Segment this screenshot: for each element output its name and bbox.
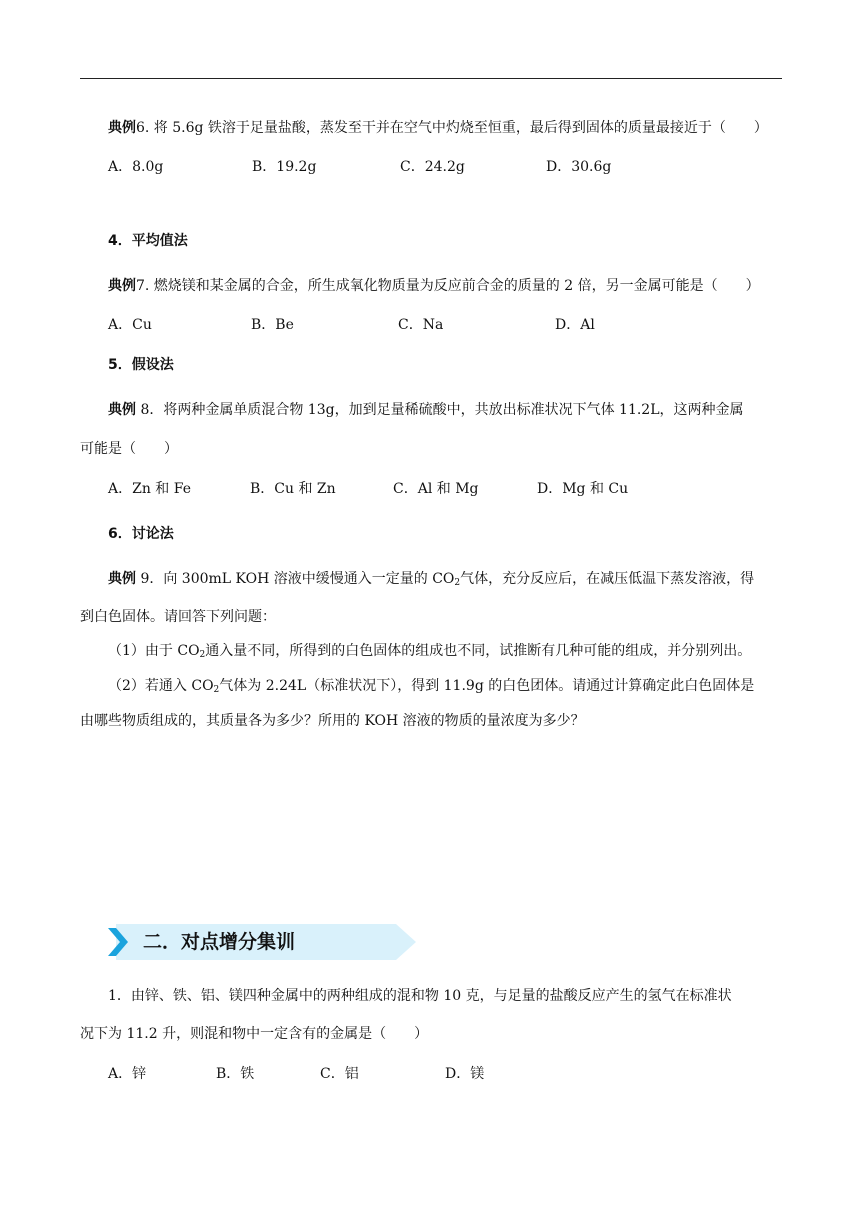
- example-6-option-b: B．19.2g: [252, 159, 317, 175]
- example-8-option-a: A．Zn 和 Fe: [108, 481, 191, 497]
- example-7-text: 7. 燃烧镁和某金属的合金，所生成氧化物质量为反应前合金的质量的 2 倍，另一金属可能是（ ）: [136, 278, 760, 294]
- example-label: 典例: [108, 402, 136, 418]
- example-9-subquestion-1: （1）由于 $CO_2$通入量不同，所得到的白色固体的组成也不同，试推断有几种可能的组成，并分别列出。: [108, 643, 752, 660]
- section-6-heading: 6．讨论法: [108, 526, 174, 542]
- section-5-heading: 5．假设法: [108, 357, 174, 373]
- example-8-text: 8．将两种金属单质混合物 13g，加到足量稀硫酸中，共放出标准状况下气体 11.2L，这两种金属: [136, 402, 744, 418]
- section-2-title: 二．对点增分集训: [143, 931, 296, 953]
- question-1-option-a: A．锌: [108, 1066, 147, 1082]
- example-label: 典例: [108, 120, 136, 136]
- example-6-option-c: C．24.2g: [400, 159, 465, 175]
- example-9-question-line2: 到白色固体。请回答下列问题：: [80, 609, 276, 625]
- question-1-line2: 况下为 11.2 升，则混和物中一定含有的金属是（ ）: [80, 1026, 429, 1042]
- section-4-heading: 4．平均值法: [108, 233, 188, 249]
- example-9-subquestion-2: （2）若通入 $CO_2$气体为 2.24L（标准状况下），得到 11.9g 的白色团体。请通过计算确定此白色固体是: [108, 678, 755, 695]
- example-9-subquestion-2-line2: 由哪些物质组成的，其质量各为多少？所用的 KOH 溶液的物质的量浓度为多少？: [80, 713, 585, 729]
- example-8-option-d: D．Mg 和 Cu: [537, 481, 629, 497]
- example-6-option-d: D．30.6g: [546, 159, 612, 175]
- example-7-option-a: A．Cu: [108, 317, 152, 333]
- example-8-option-c: C．Al 和 Mg: [393, 481, 479, 497]
- example-6-text: 6. 将 5.6g 铁溶于足量盐酸，蒸发至干并在空气中灼烧至恒重，最后得到固体的质量最接近于（ ）: [136, 120, 768, 136]
- example-label: 典例: [108, 571, 136, 587]
- example-8-option-b: B．Cu 和 Zn: [250, 481, 336, 497]
- header-rule: [80, 78, 782, 79]
- example-label: 典例: [108, 278, 136, 294]
- example-7-option-d: D．Al: [555, 317, 595, 333]
- example-9-question-line1: 典例 9．向 300mL KOH 溶液中缓慢通入一定量的 $CO_2$气体，充分反应后，在减压低温下蒸发溶液，得: [108, 571, 755, 588]
- question-1-option-b: B．铁: [216, 1066, 255, 1082]
- example-6-option-a: A．8.0g: [108, 159, 164, 175]
- question-1-line1: 1．由锌、铁、铝、镁四种金属中的两种组成的混和物 10 克，与足量的盐酸反应产生的氢气在标准状: [108, 988, 732, 1004]
- example-7-option-c: C．Na: [398, 317, 444, 333]
- example-7-option-b: B．Be: [251, 317, 294, 333]
- example-6-question: [108, 118, 768, 138]
- example-8-question-line1: [108, 400, 744, 420]
- example-8-question-line2: 可能是（ ）: [80, 441, 178, 457]
- question-1-option-d: D．镁: [445, 1066, 485, 1082]
- question-1-option-c: C．铝: [320, 1066, 359, 1082]
- example-7-question: [108, 276, 760, 296]
